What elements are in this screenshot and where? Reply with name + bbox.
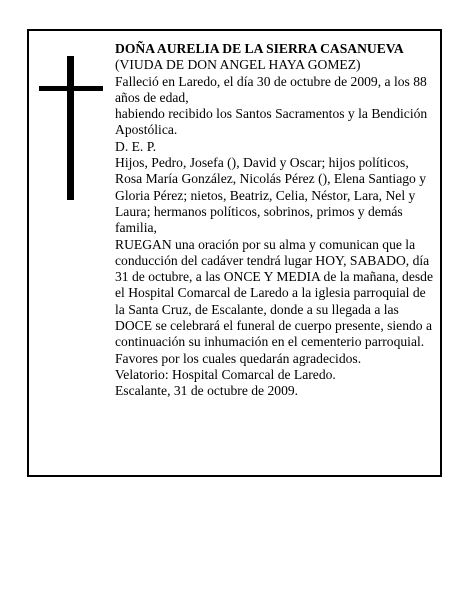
wake-location: Velatorio: Hospital Comarcal de Laredo. — [115, 366, 336, 382]
notice-text — [115, 41, 437, 400]
place-date-line: Escalante, 31 de octubre de 2009. — [115, 383, 299, 399]
widow-of-line: (VIUDA DE DON ANGEL HAYA GOMEZ) — [115, 57, 361, 73]
cross-vertical-bar — [67, 56, 74, 200]
rip-line: D. E. P. — [115, 138, 157, 154]
death-announcement: Falleció en Laredo, el día 30 de octubre de 2009, a los 88 años de edad, — [115, 73, 427, 105]
cross-horizontal-bar — [39, 86, 103, 91]
family-list: Hijos, Pedro, Josefa (), David y Oscar; hijos políticos, Rosa María González, Nicolás Pérez (), Elena Santiago y Gloria Pérez; nietos, Beatriz, Celia, Néstor, Lara, Nel y Laura; hermanos políticos, sobrinos, primos y demás familia, — [115, 155, 427, 236]
sacraments-line: habiendo recibido los Santos Sacramentos y la Bendición Apostólica. — [115, 106, 428, 138]
cross-icon — [39, 56, 103, 200]
deceased-name: DOÑA AURELIA DE LA SIERRA CASANUEVA — [115, 41, 404, 56]
funeral-details: RUEGAN una oración por su alma y comunican que la conducción del cadáver tendrá lugar HOY, SABADO, día 31 de octubre, a las ONCE Y MEDIA de la mañana, desde el Hospital Comarcal de Laredo a la iglesia parroquial de la Santa Cruz, de Escalante, donde a su llegada a las DOCE se celebrará el funeral de cuerpo presente, siendo a continuación su inhumación en el cementerio parroquial. Favores por los cuales quedarán agradecidos. — [115, 236, 433, 366]
obituary-notice — [27, 29, 442, 477]
